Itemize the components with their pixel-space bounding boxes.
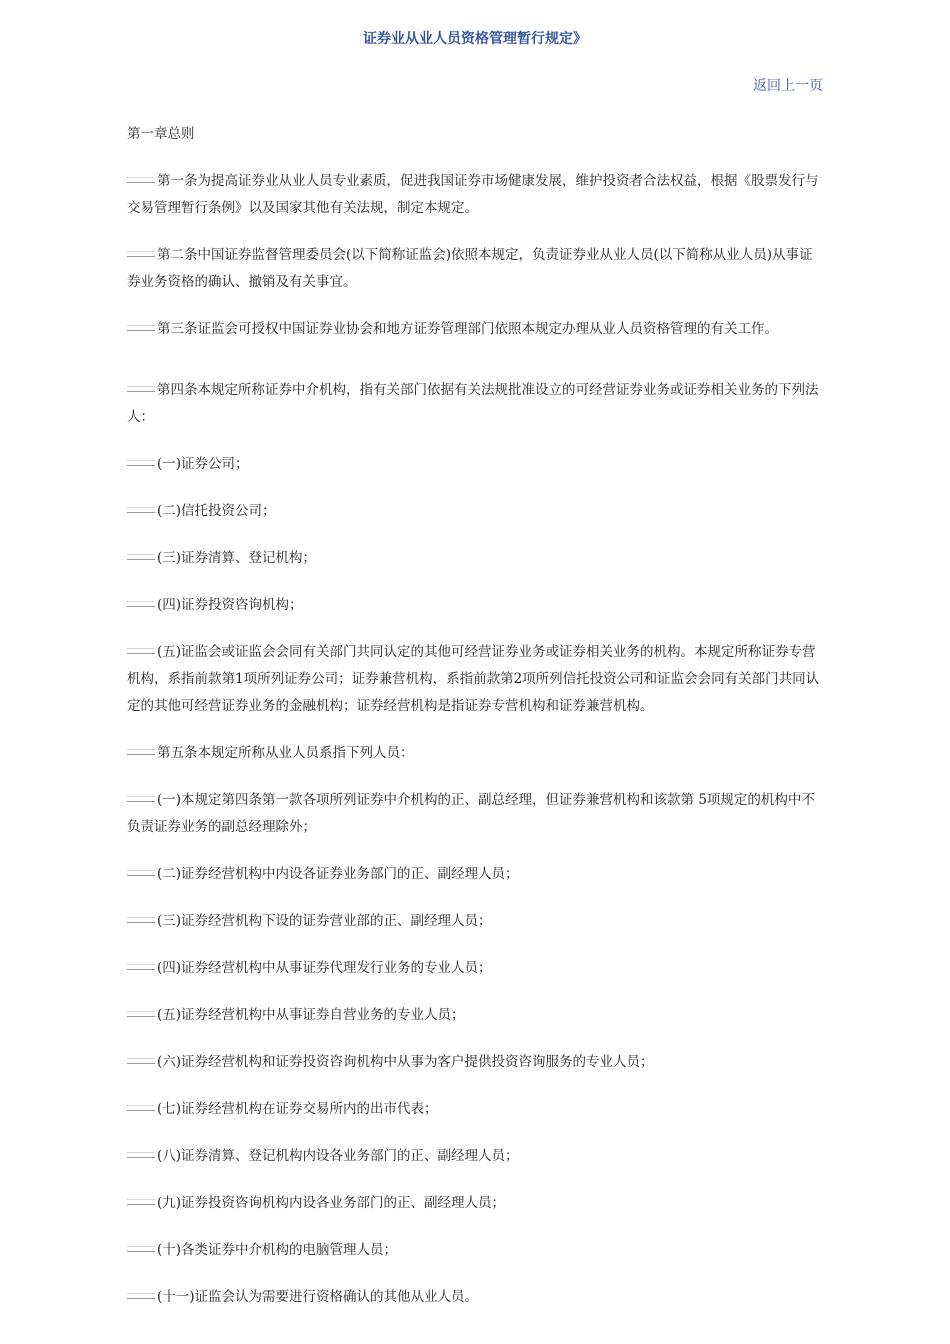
list-item: (十)各类证券中介机构的电脑管理人员； — [127, 1237, 823, 1264]
list-item: (二)信托投资公司； — [127, 498, 823, 525]
article-2: 第二条中国证券监督管理委员会(以下简称证监会)依照本规定，负责证券业从业人员(以下简称从业人员)从事证券业务资格的确认、撤销及有关事宜。 — [127, 247, 813, 290]
list-item: (三)证券经营机构下设的证券营业部的正、副经理人员； — [127, 908, 823, 935]
list-item: (六)证券经营机构和证券投资咨询机构中从事为客户提供投资咨询服务的专业人员； — [127, 1049, 823, 1076]
article-4: 第四条本规定所称证券中介机构，指有关部门依据有关法规批准设立的可经营证券业务或证券相关业务的下列法人： — [127, 382, 819, 425]
list-item: (八)证券清算、登记机构内设各业务部门的正、副经理人员； — [127, 1143, 823, 1170]
list-item: (五)证券经营机构中从事证券自营业务的专业人员； — [127, 1002, 823, 1029]
list-item: (四)证券经营机构中从事证券代理发行业务的专业人员； — [127, 955, 823, 982]
page-title: 证券业从业人员资格管理暂行规定》 — [363, 31, 587, 47]
list-item: (一)证券公司； — [127, 451, 823, 478]
list-item: (一)本规定第四条第一款各项所列证券中介机构的正、副总经理，但证券兼营机构和该款第 5项规定的机构中不负责证券业务的副总经理除外； — [127, 792, 815, 835]
list-item: (四)证券投资咨询机构； — [127, 592, 823, 619]
article-5: 第五条本规定所称从业人员系指下列人员： — [127, 740, 823, 767]
list-item: (二)证券经营机构中内设各证券业务部门的正、副经理人员； — [127, 861, 823, 888]
article-1: 第一条为提高证券业从业人员专业素质，促进我国证券市场健康发展，维护投资者合法权益，根据《股票发行与交易管理暂行条例》以及国家其他有关法规，制定本规定。 — [127, 173, 819, 216]
list-item: (五)证监会或证监会会同有关部门共同认定的其他可经营证券业务或证券相关业务的机构。本规定所称证券专营机构，系指前款第1项所列证券公司；证券兼营机构，系指前款第2项所列信托投资公司和证监会会同有关部门共同认定的其他可经营证券业务的金融机构；证券经营机构是指证券专营机构和证券兼营机构。 — [127, 644, 820, 714]
list-item: (七)证券经营机构在证券交易所内的出市代表； — [127, 1096, 823, 1123]
article-3: 第三条证监会可授权中国证券业协会和地方证券管理部门依照本规定办理从业人员资格管理的有关工作。 — [127, 316, 823, 343]
list-item: (十一)证监会认为需要进行资格确认的其他从业人员。 — [127, 1284, 823, 1311]
back-link[interactable]: 返回上一页 — [753, 78, 823, 94]
list-item: (九)证券投资咨询机构内设各业务部门的正、副经理人员； — [127, 1190, 823, 1217]
list-item: (三)证券清算、登记机构； — [127, 545, 823, 572]
document-body — [127, 121, 823, 1331]
chapter-heading: 第一章总则 — [127, 126, 195, 142]
